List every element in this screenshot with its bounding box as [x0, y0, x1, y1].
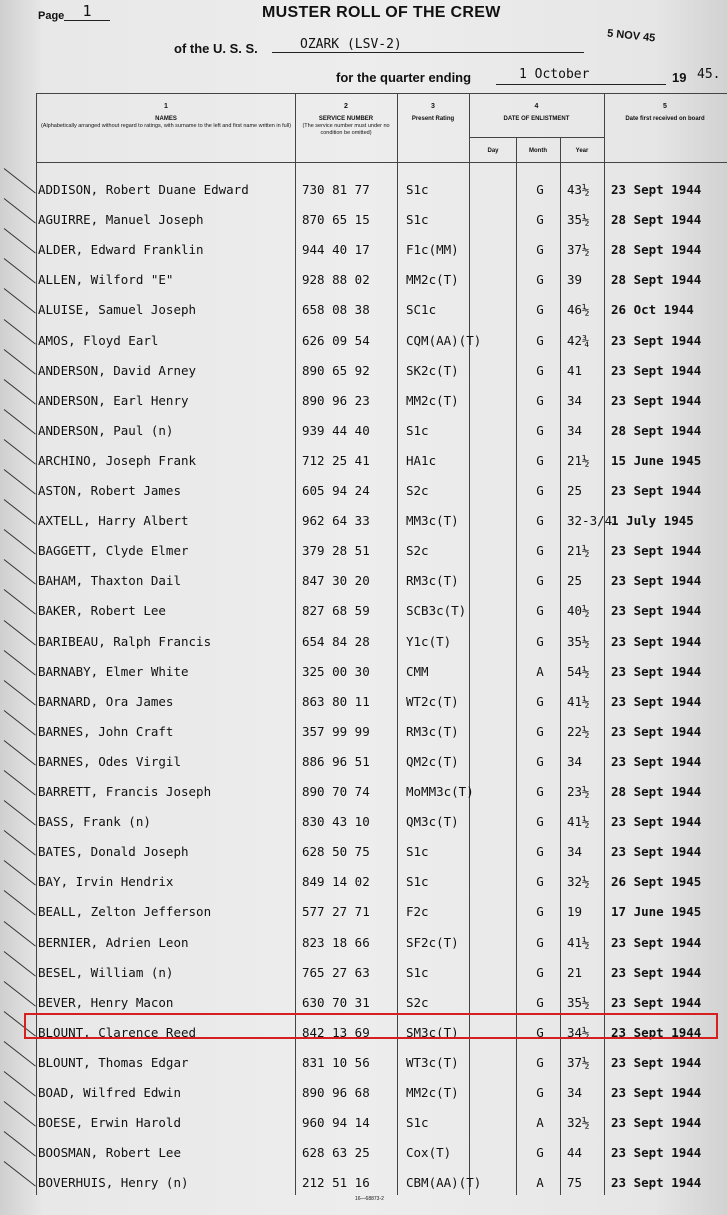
crew-name: BEALL, Zelton Jefferson	[38, 904, 212, 920]
enlistment-month: G	[536, 452, 544, 468]
table-row	[0, 505, 727, 535]
enlistment-year: 75	[567, 1175, 583, 1191]
enlistment-year: 34½	[567, 1024, 590, 1040]
date-received: 23 Sept 1944	[611, 392, 702, 408]
enlistment-month: G	[536, 1145, 544, 1161]
enlistment-month: G	[536, 874, 544, 890]
table-row	[0, 1047, 727, 1077]
enlistment-month: G	[536, 483, 544, 498]
present-rating: SF2c(T)	[406, 934, 459, 950]
service-number: 628 50 75	[302, 844, 370, 860]
date-received: 26 Sept 1945	[611, 874, 702, 890]
service-number: 847 30 20	[302, 573, 370, 589]
present-rating: SC1c	[406, 302, 437, 318]
table-row	[0, 746, 727, 776]
service-number: 823 18 66	[302, 934, 370, 950]
enlistment-month: G	[536, 964, 544, 980]
enlistment-year: 43½	[567, 182, 590, 197]
table-row	[0, 325, 727, 355]
date-received: 23 Sept 1944	[611, 994, 702, 1010]
table-row	[0, 716, 727, 746]
service-number: 605 94 24	[302, 483, 370, 498]
present-rating: WT2c(T)	[406, 693, 459, 709]
date-received: 26 Oct 1944	[611, 302, 694, 318]
enlistment-year: 23½	[567, 784, 590, 799]
enlistment-year: 25	[567, 573, 583, 589]
present-rating: S1c	[406, 1115, 429, 1131]
enlistment-month: G	[536, 1085, 544, 1100]
enlistment-month: G	[536, 934, 544, 950]
enlistment-month: G	[536, 633, 544, 649]
present-rating: S1c	[406, 212, 429, 228]
table-row	[0, 806, 727, 836]
service-number: 831 10 56	[302, 1054, 370, 1070]
enlistment-year: 44	[567, 1145, 583, 1161]
enlistment-year: 34	[567, 392, 583, 408]
date-received: 23 Sept 1944	[611, 934, 702, 950]
header-date-received: 5 Date first received on board	[625, 103, 705, 122]
service-number: 212 51 16	[302, 1175, 370, 1191]
service-number: 712 25 41	[302, 452, 370, 468]
table-row	[0, 656, 727, 686]
enlistment-year: 42¾	[567, 332, 590, 348]
service-number: 577 27 71	[302, 904, 370, 920]
highlight-box	[24, 1013, 718, 1039]
enlistment-year: 35½	[567, 212, 590, 228]
page-number: 1	[64, 2, 110, 21]
crew-name: BARIBEAU, Ralph Francis	[38, 633, 212, 649]
present-rating: SK2c(T)	[406, 362, 459, 378]
present-rating: S1c	[406, 964, 429, 980]
enlistment-year: 37½	[567, 242, 590, 258]
form-number: 16—68873-2	[355, 1196, 384, 1202]
enlistment-year: 41	[567, 362, 583, 378]
table-row	[0, 1137, 727, 1167]
present-rating: SCB3c(T)	[406, 603, 467, 619]
date-stamp: 5 NOV 45	[606, 27, 656, 45]
enlistment-year: 25	[567, 483, 583, 498]
enlistment-month: G	[536, 302, 544, 318]
enlistment-month: G	[536, 513, 544, 529]
enlistment-month: G	[536, 784, 544, 799]
table-row	[0, 294, 727, 324]
crew-name: BARNABY, Elmer White	[38, 663, 189, 679]
crew-name: BAHAM, Thaxton Dail	[38, 573, 181, 589]
date-received: 15 June 1945	[611, 452, 702, 468]
crew-name: AGUIRRE, Manuel Joseph	[38, 212, 204, 228]
enlistment-month: G	[536, 392, 544, 408]
service-number: 357 99 99	[302, 723, 370, 739]
enlistment-year: 40½	[567, 603, 590, 619]
date-received: 23 Sept 1944	[611, 1145, 702, 1161]
date-received: 23 Sept 1944	[611, 1054, 702, 1070]
table-row	[0, 1077, 727, 1107]
crew-name: BERNIER, Adrien Leon	[38, 934, 189, 950]
table-row	[0, 385, 727, 415]
crew-name: ARCHINO, Joseph Frank	[38, 452, 197, 468]
enlistment-month: A	[536, 663, 544, 679]
crew-name: ANDERSON, David Arney	[38, 362, 197, 378]
header-service-number: 2 SERVICE NUMBER (The service number must under no condition be omitted)	[302, 103, 390, 137]
enlistment-month: G	[536, 723, 544, 739]
crew-name: BARNES, John Craft	[38, 723, 174, 739]
present-rating: F2c	[406, 904, 429, 920]
ship-label: of the U. S. S.	[174, 41, 258, 56]
crew-name: BOAD, Wilfred Edwin	[38, 1085, 181, 1100]
present-rating: S1c	[406, 874, 429, 890]
present-rating: CQM(AA)(T)	[406, 332, 482, 348]
service-number: 890 70 74	[302, 784, 370, 799]
crew-name: ADDISON, Robert Duane Edward	[38, 182, 249, 197]
enlistment-month: G	[536, 362, 544, 378]
present-rating: RM3c(T)	[406, 723, 459, 739]
service-number: 962 64 33	[302, 513, 370, 529]
present-rating: SM3c(T)	[406, 1024, 459, 1040]
page-label: Page	[38, 10, 65, 22]
enlistment-month: G	[536, 422, 544, 438]
crew-name: BATES, Donald Joseph	[38, 844, 189, 860]
present-rating: HA1c	[406, 452, 437, 468]
crew-name: ASTON, Robert James	[38, 483, 181, 498]
service-number: 886 96 51	[302, 753, 370, 769]
service-number: 379 28 51	[302, 543, 370, 559]
service-number: 630 70 31	[302, 994, 370, 1010]
date-received: 1 July 1945	[611, 513, 694, 529]
enlistment-month: G	[536, 543, 544, 559]
service-number: 730 81 77	[302, 182, 370, 197]
present-rating: Cox(T)	[406, 1145, 452, 1161]
crew-name: BARNES, Odes Virgil	[38, 753, 181, 769]
enlistment-year: 41½	[567, 814, 590, 830]
present-rating: S2c	[406, 483, 429, 498]
crew-name: BAKER, Robert Lee	[38, 603, 166, 619]
present-rating: S2c	[406, 543, 429, 559]
service-number: 658 08 38	[302, 302, 370, 318]
present-rating: MM2c(T)	[406, 392, 459, 408]
enlistment-year: 35½	[567, 633, 590, 649]
service-number: 849 14 02	[302, 874, 370, 890]
enlistment-year: 19	[567, 904, 583, 920]
present-rating: S1c	[406, 422, 429, 438]
enlistment-year: 21½	[567, 543, 590, 559]
enlistment-month: G	[536, 904, 544, 920]
table-row	[0, 475, 727, 505]
header-year: Year	[575, 148, 589, 154]
crew-name: AMOS, Floyd Earl	[38, 332, 159, 348]
date-received: 23 Sept 1944	[611, 753, 702, 769]
enlistment-year: 41½	[567, 934, 590, 950]
table-row	[0, 836, 727, 866]
table-row	[0, 415, 727, 445]
table-row	[0, 957, 727, 987]
enlistment-month: G	[536, 603, 544, 619]
date-received: 28 Sept 1944	[611, 212, 702, 228]
present-rating: MM2c(T)	[406, 1085, 459, 1100]
date-received: 23 Sept 1944	[611, 1115, 702, 1131]
crew-name: BLOUNT, Thomas Edgar	[38, 1054, 189, 1070]
date-received: 28 Sept 1944	[611, 422, 702, 438]
present-rating: MM3c(T)	[406, 513, 459, 529]
crew-name: BARRETT, Francis Joseph	[38, 784, 212, 799]
table-row	[0, 776, 727, 806]
date-received: 23 Sept 1944	[611, 1085, 702, 1100]
table-row	[0, 1167, 727, 1197]
service-number: 944 40 17	[302, 242, 370, 258]
service-number: 890 96 68	[302, 1085, 370, 1100]
enlistment-year: 34	[567, 753, 583, 769]
enlistment-year: 34	[567, 844, 583, 860]
service-number: 928 88 02	[302, 272, 370, 288]
table-row	[0, 445, 727, 475]
table-row	[0, 234, 727, 264]
table-top-rule	[36, 93, 727, 94]
table-row	[0, 174, 727, 204]
enlistment-year: 46½	[567, 302, 590, 318]
present-rating: MM2c(T)	[406, 272, 459, 288]
date-received: 23 Sept 1944	[611, 693, 702, 709]
enlistment-sub-rule	[470, 137, 604, 138]
table-row	[0, 626, 727, 656]
present-rating: QM3c(T)	[406, 814, 459, 830]
enlistment-month: G	[536, 844, 544, 860]
crew-name: BOESE, Erwin Harold	[38, 1115, 181, 1131]
date-received: 23 Sept 1944	[611, 723, 702, 739]
date-received: 23 Sept 1944	[611, 1024, 702, 1040]
enlistment-month: A	[536, 1175, 544, 1191]
date-received: 23 Sept 1944	[611, 573, 702, 589]
enlistment-month: G	[536, 994, 544, 1010]
date-received: 23 Sept 1944	[611, 633, 702, 649]
header-month: Month	[529, 148, 547, 154]
table-row	[0, 927, 727, 957]
crew-name: BOOSMAN, Robert Lee	[38, 1145, 181, 1161]
crew-name: BASS, Frank (n)	[38, 814, 151, 830]
present-rating: F1c(MM)	[406, 242, 459, 258]
table-row	[0, 595, 727, 625]
service-number: 325 00 30	[302, 663, 370, 679]
crew-name: ALLEN, Wilford "E"	[38, 272, 174, 288]
enlistment-year: 32-3/4	[567, 513, 613, 529]
enlistment-month: G	[536, 242, 544, 258]
crew-name: BEVER, Henry Macon	[38, 994, 174, 1010]
table-row	[0, 264, 727, 294]
enlistment-month: G	[536, 1054, 544, 1070]
present-rating: Y1c(T)	[406, 633, 452, 649]
enlistment-year: 21½	[567, 452, 590, 468]
crew-name: ALUISE, Samuel Joseph	[38, 302, 197, 318]
service-number: 890 96 23	[302, 392, 370, 408]
quarter-label: for the quarter ending	[336, 70, 472, 85]
crew-name: AXTELL, Harry Albert	[38, 513, 189, 529]
service-number: 939 44 40	[302, 422, 370, 438]
crew-name: ANDERSON, Paul (n)	[38, 422, 174, 438]
enlistment-year: 34	[567, 422, 583, 438]
present-rating: MoMM3c(T)	[406, 784, 474, 799]
date-received: 23 Sept 1944	[611, 332, 702, 348]
date-received: 23 Sept 1944	[611, 483, 702, 498]
ship-name: OZARK (LSV-2)	[300, 37, 402, 52]
table-row	[0, 355, 727, 385]
enlistment-year: 35½	[567, 994, 590, 1010]
crew-name: BLOUNT, Clarence Reed	[38, 1024, 197, 1040]
date-received: 23 Sept 1944	[611, 543, 702, 559]
quarter-value: 1 October	[519, 67, 590, 82]
date-received: 23 Sept 1944	[611, 182, 702, 197]
enlistment-year: 32½	[567, 874, 590, 890]
service-number: 765 27 63	[302, 964, 370, 980]
enlistment-month: G	[536, 753, 544, 769]
header-names: 1 NAMES (Alphabetically arranged without regard to ratings, with surname to the left and first name written in full)	[40, 103, 292, 130]
present-rating: S1c	[406, 844, 429, 860]
enlistment-month: G	[536, 693, 544, 709]
enlistment-month: G	[536, 272, 544, 288]
service-number: 830 43 10	[302, 814, 370, 830]
table-row	[0, 686, 727, 716]
date-received: 23 Sept 1944	[611, 964, 702, 980]
enlistment-year: 32½	[567, 1115, 590, 1131]
document-title: MUSTER ROLL OF THE CREW	[262, 4, 501, 21]
present-rating: S1c	[406, 182, 429, 197]
year-value: 45.	[697, 67, 721, 82]
crew-name: BAY, Irvin Hendrix	[38, 874, 174, 890]
service-number: 842 13 69	[302, 1024, 370, 1040]
enlistment-year: 34	[567, 1085, 583, 1100]
header-enlistment: 4 DATE OF ENLISTMENT	[503, 103, 570, 122]
table-row	[0, 535, 727, 565]
header-bottom-rule	[36, 162, 727, 163]
table-row	[0, 1107, 727, 1137]
enlistment-year: 37½	[567, 1054, 590, 1070]
date-received: 23 Sept 1944	[611, 814, 702, 830]
service-number: 870 65 15	[302, 212, 370, 228]
present-rating: QM2c(T)	[406, 753, 459, 769]
crew-name: BOVERHUIS, Henry (n)	[38, 1175, 189, 1191]
date-received: 28 Sept 1944	[611, 272, 702, 288]
enlistment-month: G	[536, 1024, 544, 1040]
header-day: Day	[487, 148, 499, 154]
enlistment-month: G	[536, 332, 544, 348]
crew-name: BESEL, William (n)	[38, 964, 174, 980]
date-received: 28 Sept 1944	[611, 784, 702, 799]
service-number: 654 84 28	[302, 633, 370, 649]
year-label: 19	[672, 70, 687, 85]
date-received: 23 Sept 1944	[611, 844, 702, 860]
date-received: 23 Sept 1944	[611, 663, 702, 679]
enlistment-year: 22½	[567, 723, 590, 739]
date-received: 23 Sept 1944	[611, 603, 702, 619]
present-rating: RM3c(T)	[406, 573, 459, 589]
table-row	[0, 896, 727, 926]
table-row	[0, 204, 727, 234]
header-present-rating: 3 Present Rating	[411, 103, 455, 122]
enlistment-month: G	[536, 814, 544, 830]
present-rating: CMM	[406, 663, 429, 679]
service-number: 628 63 25	[302, 1145, 370, 1161]
service-number: 863 80 11	[302, 693, 370, 709]
service-number: 626 09 54	[302, 332, 370, 348]
enlistment-month: G	[536, 573, 544, 589]
table-row	[0, 565, 727, 595]
service-number: 960 94 14	[302, 1115, 370, 1131]
crew-name: ANDERSON, Earl Henry	[38, 392, 189, 408]
enlistment-year: 41½	[567, 693, 590, 709]
table-row	[0, 866, 727, 896]
enlistment-month: G	[536, 212, 544, 228]
service-number: 890 65 92	[302, 362, 370, 378]
service-number: 827 68 59	[302, 603, 370, 619]
enlistment-year: 39	[567, 272, 583, 288]
enlistment-year: 54½	[567, 663, 590, 679]
present-rating: WT3c(T)	[406, 1054, 459, 1070]
crew-name: ALDER, Edward Franklin	[38, 242, 204, 258]
enlistment-year: 21	[567, 964, 583, 980]
date-received: 28 Sept 1944	[611, 242, 702, 258]
crew-name: BARNARD, Ora James	[38, 693, 174, 709]
present-rating: S2c	[406, 994, 429, 1010]
enlistment-month: A	[536, 1115, 544, 1131]
date-received: 23 Sept 1944	[611, 362, 702, 378]
crew-name: BAGGETT, Clyde Elmer	[38, 543, 189, 559]
enlistment-month: G	[536, 182, 544, 197]
date-received: 23 Sept 1944	[611, 1175, 702, 1191]
date-received: 17 June 1945	[611, 904, 702, 920]
present-rating: CBM(AA)(T)	[406, 1175, 482, 1191]
